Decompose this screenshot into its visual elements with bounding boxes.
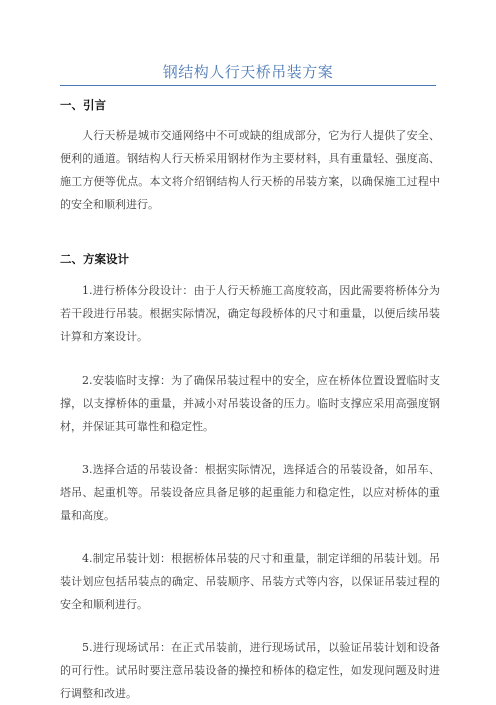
- section-heading-design: 二、方案设计: [60, 252, 129, 266]
- paragraph-design-2: 2.安装临时支撑：为了确保吊装过程中的安全，应在桥体位置设置临时支撑，以支撑桥体的重量，并减小对吊装设备的压力。临时支撑应采用高强度钢材，并保证其可靠性和稳定性。: [60, 374, 440, 433]
- paragraph-design-5: 5.进行现场试吊：在正式吊装前，进行现场试吊，以验证吊装计划和设备的可行性。试吊时要注意吊装设备的操控和桥体的稳定性，如发现问题及时进行调整和改进。: [60, 641, 440, 700]
- paragraph-design-4: 4.制定吊装计划：根据桥体吊装的尺寸和重量，制定详细的吊装计划。吊装计划应包括吊装点的确定、吊装顺序、吊装方式等内容，以保证吊装过程的安全和顺利进行。: [60, 552, 440, 611]
- paragraph-design-3: 3.选择合适的吊装设备：根据实际情况，选择适合的吊装设备，如吊车、塔吊、起重机等。吊装设备应具备足够的起重能力和稳定性，以应对桥体的重量和高度。: [60, 463, 440, 522]
- section-heading-intro: 一、引言: [60, 98, 106, 112]
- paragraph-intro: 人行天桥是城市交通网络中不可或缺的组成部分，它为行人提供了安全、便利的通道。钢结构人行天桥采用钢材作为主要材料，具有重量轻、强度高、施工方便等优点。本文将介绍钢结构人行天桥的吊装方案，以确保施工过程中的安全和顺利进行。: [60, 129, 440, 211]
- paragraph-design-1: 1.进行桥体分段设计：由于人行天桥施工高度较高，因此需要将桥体分为若干段进行吊装。根据实际情况，确定每段桥体的尺寸和重量，以便后续吊装计算和方案设计。: [60, 284, 440, 343]
- document-title: 钢结构人行天桥吊装方案: [162, 63, 334, 81]
- title-divider: [60, 85, 436, 86]
